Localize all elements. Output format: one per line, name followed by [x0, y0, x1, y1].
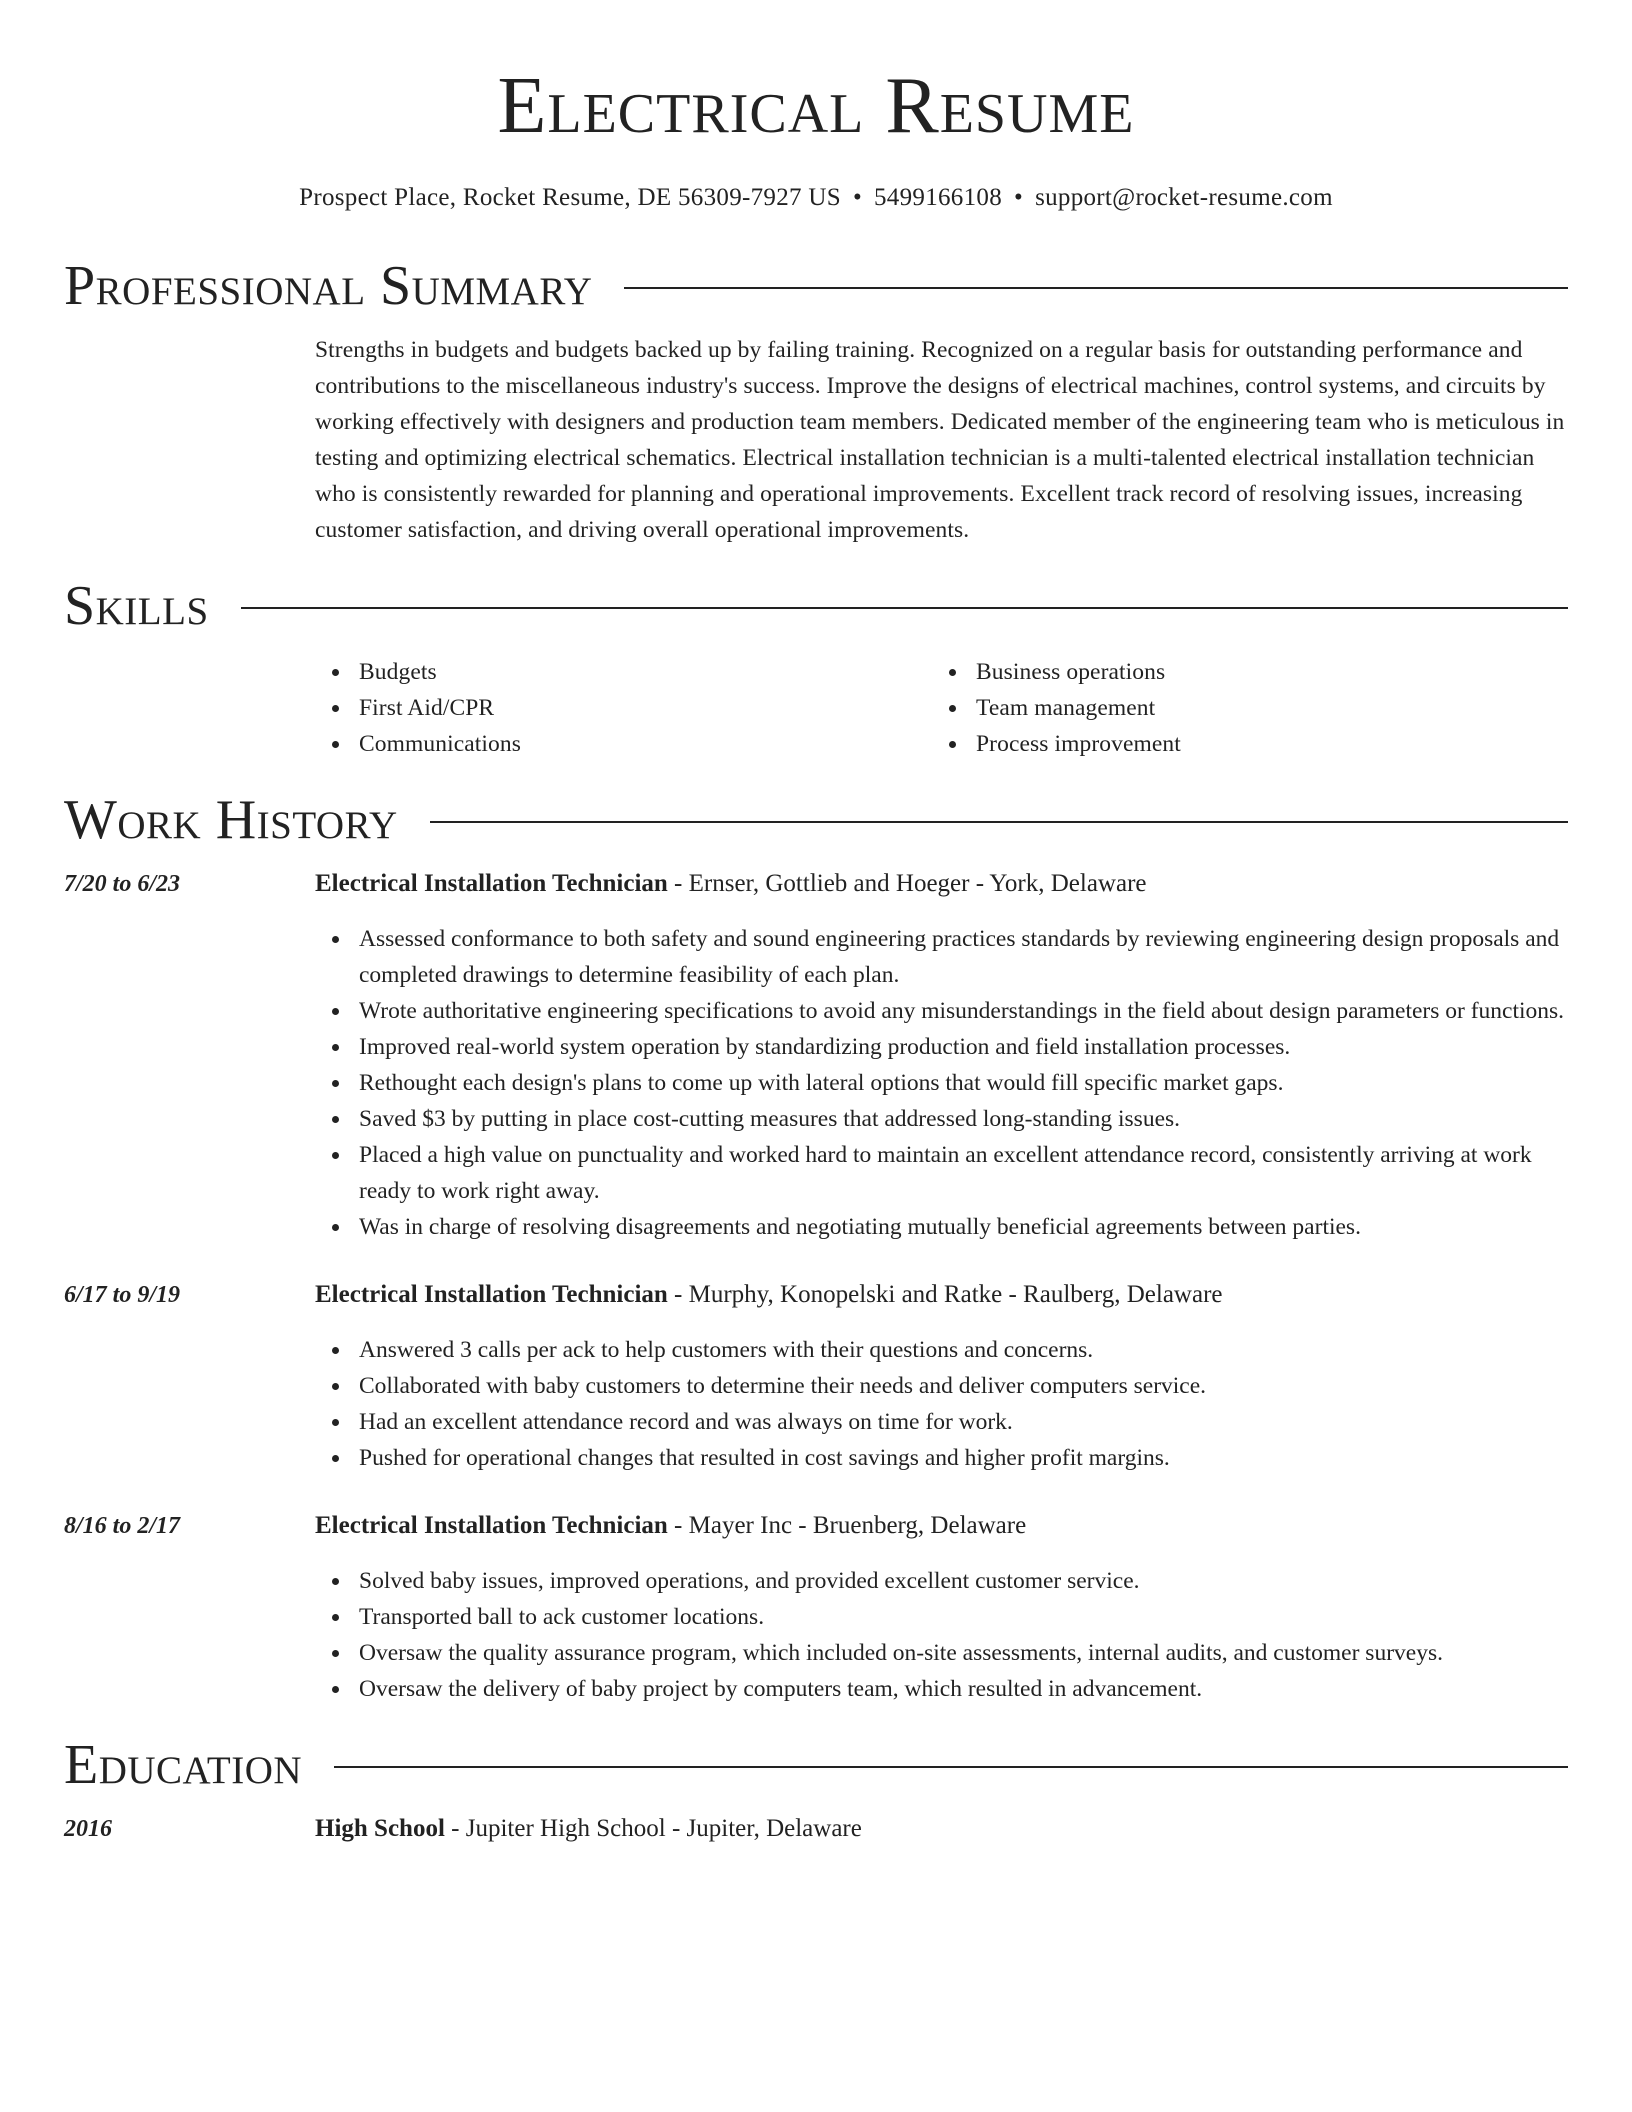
job-company: - Ernser, Gottlieb and Hoeger - York, Delaware — [667, 870, 1147, 897]
job-bullet: Pushed for operational changes that resulted in cost savings and higher profit margins. — [315, 1440, 1568, 1476]
contact-separator: • — [852, 184, 862, 211]
education-year: 2016 — [64, 1816, 112, 1842]
job-bullets — [315, 1563, 1568, 1707]
skill-item: First Aid/CPR — [315, 690, 932, 726]
job-bullet: Oversaw the quality assurance program, which included on-site assessments, internal audits, and customer surveys. — [315, 1635, 1568, 1671]
job-entry — [64, 866, 1568, 1245]
education-section-header — [64, 1733, 1568, 1797]
education-content — [315, 1811, 1568, 1847]
resume-page — [64, 0, 1568, 1847]
contact-separator: • — [1014, 184, 1024, 211]
job-bullet: Oversaw the delivery of baby project by computers team, which resulted in advancement. — [315, 1671, 1568, 1707]
job-bullet: Improved real-world system operation by standardizing production and field installation processes. — [315, 1029, 1568, 1065]
job-dates: 6/17 to 9/19 — [64, 1282, 181, 1308]
contact-email: support@rocket-resume.com — [1035, 184, 1333, 211]
job-bullet: Placed a high value on punctuality and worked hard to maintain an excellent attendance record, consistently arriving at work ready to work right away. — [315, 1137, 1568, 1209]
section-divider — [334, 1766, 1568, 1768]
job-entry — [64, 1277, 1568, 1476]
job-bullets — [315, 1332, 1568, 1476]
job-content — [315, 1277, 1568, 1476]
skill-item: Budgets — [315, 654, 932, 690]
job-bullet: Transported ball to ack customer locations. — [315, 1599, 1568, 1635]
contact-phone: 5499166108 — [874, 184, 1002, 211]
section-divider — [624, 287, 1568, 289]
job-company: - Mayer Inc - Bruenberg, Delaware — [667, 1512, 1027, 1539]
job-bullet: Answered 3 calls per ack to help customers with their questions and concerns. — [315, 1332, 1568, 1368]
job-heading — [315, 1508, 1568, 1544]
job-bullet: Wrote authoritative engineering specifications to avoid any misunderstandings in the field about design parameters or functions. — [315, 993, 1568, 1029]
job-heading — [315, 1277, 1568, 1313]
summary-heading: Professional Summary — [64, 255, 593, 317]
section-divider — [430, 821, 1568, 823]
job-title: Electrical Installation Technician — [315, 1281, 668, 1308]
education-heading: Education — [64, 1734, 303, 1796]
job-content — [315, 866, 1568, 1245]
job-company: - Murphy, Konopelski and Ratke - Raulberg, Delaware — [667, 1281, 1223, 1308]
job-bullet: Solved baby issues, improved operations, and provided excellent customer service. — [315, 1563, 1568, 1599]
section-divider — [241, 607, 1568, 609]
skills-column-left — [315, 654, 932, 762]
job-dates: 7/20 to 6/23 — [64, 871, 181, 897]
education-degree: High School — [315, 1815, 445, 1842]
job-entry — [64, 1508, 1568, 1707]
resume-title: Electrical Resume — [497, 62, 1135, 150]
skill-item: Communications — [315, 726, 932, 762]
job-title: Electrical Installation Technician — [315, 870, 668, 897]
job-content — [315, 1508, 1568, 1707]
skills-column-right — [932, 654, 1549, 762]
summary-section-header — [64, 254, 1568, 318]
summary-text: Strengths in budgets and budgets backed up by failing training. Recognized on a regular basis for outstanding performance and contributions to the miscellaneous industry's success. Improve the designs of electrical machines, control systems, and circuits by working effectively with designers and production team members. Dedicated member of the engineering team who is meticulous in testing and optimizing electrical schematics. Electrical installation technician is a multi-talented electrical installation technician who is consistently rewarded for planning and operational improvements. Excellent track record of resolving issues, increasing customer satisfaction, and driving overall operational improvements. — [315, 337, 1565, 543]
job-bullet: Had an excellent attendance record and was always on time for work. — [315, 1404, 1568, 1440]
job-bullet: Collaborated with baby customers to determine their needs and deliver computers service. — [315, 1368, 1568, 1404]
job-bullet: Rethought each design's plans to come up with lateral options that would fill specific market gaps. — [315, 1065, 1568, 1101]
skill-item: Process improvement — [932, 726, 1549, 762]
job-bullets — [315, 921, 1568, 1245]
skill-item: Team management — [932, 690, 1549, 726]
job-dates: 8/16 to 2/17 — [64, 1513, 181, 1539]
job-heading — [315, 866, 1568, 902]
education-entry — [64, 1811, 1568, 1847]
education-school: - Jupiter High School - Jupiter, Delaware — [444, 1815, 862, 1842]
work-heading: Work History — [64, 789, 398, 851]
skill-item: Business operations — [932, 654, 1549, 690]
contact-address: Prospect Place, Rocket Resume, DE 56309-7927 US — [299, 184, 841, 211]
education-heading-line — [315, 1811, 1568, 1847]
skills-heading: Skills — [64, 575, 209, 637]
job-bullet: Assessed conformance to both safety and sound engineering practices standards by reviewing engineering design proposals and completed drawings to determine feasibility of each plan. — [315, 921, 1568, 993]
job-bullet: Was in charge of resolving disagreements and negotiating mutually beneficial agreements between parties. — [315, 1209, 1568, 1245]
work-section-header — [64, 788, 1568, 852]
job-bullet: Saved $3 by putting in place cost-cutting measures that addressed long-standing issues. — [315, 1101, 1568, 1137]
contact-line — [64, 182, 1568, 214]
skills-list — [315, 654, 1568, 762]
skills-section-header — [64, 574, 1568, 638]
job-title: Electrical Installation Technician — [315, 1512, 668, 1539]
